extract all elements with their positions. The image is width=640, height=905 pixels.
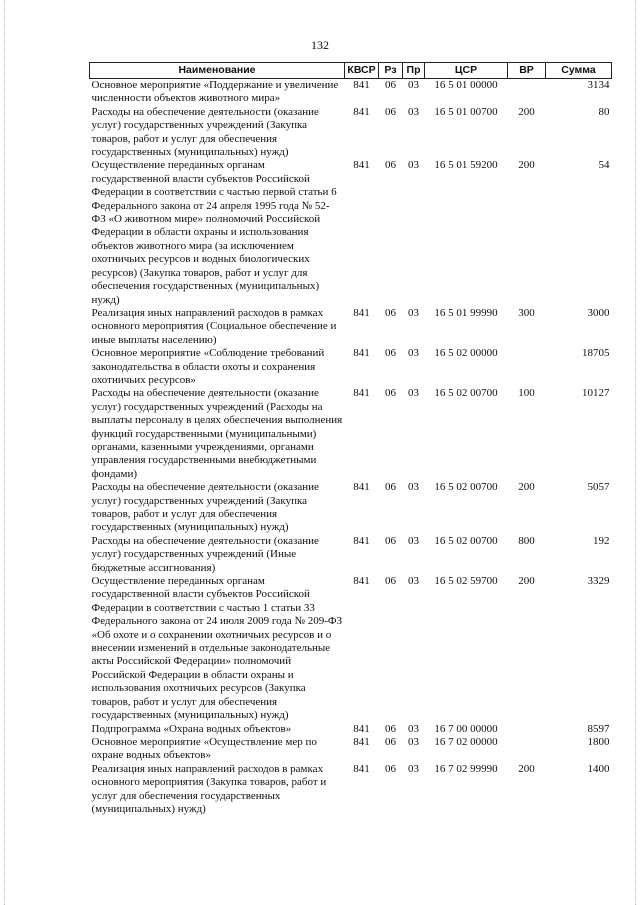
cell-kvsr: 841	[353, 534, 370, 547]
header-sum: Сумма	[546, 63, 612, 79]
table-row	[90, 106, 612, 160]
cell-rz: 06	[385, 79, 396, 91]
cell-vr: 300	[518, 306, 535, 319]
cell-csr: 16 5 01 00700	[434, 105, 498, 118]
cell-csr: 16 5 02 00700	[434, 387, 498, 400]
cell-csr: 16 7 02 00000	[434, 735, 498, 748]
table-row	[90, 763, 612, 817]
cell-rz: 06	[385, 481, 396, 494]
table-row	[90, 723, 612, 736]
cell-pr: 03	[408, 722, 419, 735]
cell-rz: 06	[385, 159, 396, 172]
cell-pr: 03	[408, 306, 419, 319]
cell-sum: 3329	[587, 575, 610, 588]
cell-vr: 800	[518, 534, 535, 547]
cell-sum: 80	[598, 105, 610, 118]
cell-sum: 10127	[582, 387, 610, 400]
table-row	[90, 307, 612, 347]
cell-vr: 200	[518, 575, 535, 588]
cell-csr: 16 5 01 00000	[434, 79, 498, 91]
cell-csr: 16 7 00 00000	[434, 722, 498, 735]
table-row	[90, 159, 612, 306]
cell-name: Расходы на обеспечение деятельности (оказание услуг) государственных учреждений (Расходы на выплаты персоналу в целях обеспечения выполнения функций государственными (муниципальными) органами, казенными учреждениями, органами управления государственными внебюджетными фондами)	[91, 387, 343, 480]
cell-pr: 03	[408, 534, 419, 547]
cell-name: Основное мероприятие «Соблюдение требований законодательства в области охоты и сохранения охотничьих ресурсов»	[91, 347, 325, 386]
cell-name: Подпрограмма «Охрана водных объектов»	[91, 722, 292, 735]
cell-kvsr: 841	[353, 387, 370, 400]
cell-pr: 03	[408, 159, 419, 172]
cell-sum: 5057	[587, 481, 610, 494]
cell-pr: 03	[408, 347, 419, 360]
cell-vr	[508, 347, 546, 387]
cell-kvsr: 841	[353, 306, 370, 319]
header-vr: ВР	[508, 63, 546, 79]
cell-vr	[508, 79, 546, 106]
header-kvsr: КВСР	[345, 63, 379, 79]
cell-rz: 06	[385, 762, 396, 775]
cell-vr	[508, 723, 546, 736]
cell-vr	[508, 736, 546, 763]
cell-rz: 06	[385, 534, 396, 547]
budget-table	[89, 62, 612, 816]
cell-name: Расходы на обеспечение деятельности (оказание услуг) государственных учреждений (Иные бюджетные ассигнования)	[91, 534, 319, 574]
cell-sum: 8597	[587, 722, 610, 735]
table-row	[90, 387, 612, 481]
cell-vr: 200	[518, 762, 535, 775]
cell-kvsr: 841	[353, 481, 370, 494]
cell-csr: 16 5 02 59700	[434, 575, 498, 588]
cell-sum: 18705	[582, 347, 610, 360]
cell-sum: 3000	[587, 306, 610, 319]
cell-name: Расходы на обеспечение деятельности (оказание услуг) государственных учреждений (Закупка товаров, работ и услуг для обеспечения государственных (муниципальных) нужд)	[91, 105, 319, 159]
header-name: Наименование	[90, 63, 345, 79]
cell-vr: 100	[518, 387, 535, 400]
cell-pr: 03	[408, 481, 419, 494]
table-row	[90, 535, 612, 575]
left-scan-edge	[4, 0, 5, 905]
header-rz: Рз	[379, 63, 403, 79]
cell-rz: 06	[385, 722, 396, 735]
cell-sum: 3134	[587, 79, 610, 91]
cell-csr: 16 5 02 00000	[434, 347, 498, 360]
cell-csr: 16 5 01 59200	[434, 159, 498, 172]
header-csr: ЦСР	[425, 63, 508, 79]
cell-kvsr: 841	[353, 347, 370, 360]
cell-name: Осуществление переданных органам государственной власти субъектов Российской Федерации в соответствии с частью первой статьи 6 Федерального закона от 24 апреля 1995 года № 52-ФЗ «О животном мире» полномочий Российской Федерации в области охраны и использования объектов животного мира (за исключением охотничьих ресурсов и водных биологических ресурсов) (Закупка товаров, работ и услуг для обеспечения государственных (муниципальных) нужд)	[91, 159, 337, 306]
cell-vr: 200	[518, 481, 535, 494]
cell-kvsr: 841	[353, 762, 370, 775]
cell-rz: 06	[385, 735, 396, 748]
cell-kvsr: 841	[353, 722, 370, 735]
cell-csr: 16 7 02 99990	[434, 762, 498, 775]
cell-name: Осуществление переданных органам государственной власти субъектов Российской Федерации в соответствии с частью 1 статьи 33 Федерального закона от 24 июля 2009 года № 209-ФЗ «Об охоте и о сохранении охотничьих ресурсов и о внесении изменений в отдельные законодательные акты Российской Федерации» полномочий Российской Федерации в области охраны и использования охотничьих ресурсов (Закупка товаров, работ и услуг для обеспечения государственных (муниципальных) нужд)	[91, 575, 343, 722]
cell-name: Реализация иных направлений расходов в рамках основного мероприятия (Закупка товаров, работ и услуг для обеспечения государственных (муниципальных) нужд)	[91, 762, 327, 815]
cell-csr: 16 5 02 00700	[434, 481, 498, 494]
page-number: 132	[311, 38, 329, 52]
table-row	[90, 481, 612, 535]
table-row	[90, 575, 612, 722]
cell-pr: 03	[408, 762, 419, 775]
cell-name: Расходы на обеспечение деятельности (оказание услуг) государственных учреждений (Закупка товаров, работ и услуг для обеспечения государственных (муниципальных) нужд)	[91, 481, 319, 534]
table-row	[90, 347, 612, 387]
table-row	[90, 79, 612, 106]
cell-rz: 06	[385, 575, 396, 588]
cell-vr: 200	[518, 105, 535, 118]
header-pr: Пр	[403, 63, 425, 79]
cell-rz: 06	[385, 347, 396, 360]
cell-pr: 03	[408, 105, 419, 118]
cell-csr: 16 5 01 99990	[434, 306, 498, 319]
cell-sum: 1400	[587, 762, 610, 775]
cell-sum: 192	[593, 534, 610, 547]
table-header-row	[90, 63, 612, 79]
cell-pr: 03	[408, 79, 419, 91]
right-scan-edge	[635, 0, 636, 905]
cell-kvsr: 841	[353, 79, 370, 91]
cell-pr: 03	[408, 387, 419, 400]
cell-name: Основное мероприятие «Поддержание и увеличение численности объектов животного мира»	[91, 79, 339, 105]
cell-kvsr: 841	[353, 159, 370, 172]
cell-name: Основное мероприятие «Осуществление мер по охране водных объектов»	[91, 735, 317, 762]
cell-sum: 54	[598, 159, 610, 172]
cell-pr: 03	[408, 735, 419, 748]
cell-rz: 06	[385, 306, 396, 319]
cell-csr: 16 5 02 00700	[434, 534, 498, 547]
table-row	[90, 736, 612, 763]
cell-kvsr: 841	[353, 575, 370, 588]
cell-sum: 1800	[587, 735, 610, 748]
cell-vr: 200	[518, 159, 535, 172]
cell-kvsr: 841	[353, 105, 370, 118]
cell-kvsr: 841	[353, 735, 370, 748]
cell-rz: 06	[385, 387, 396, 400]
cell-name: Реализация иных направлений расходов в рамках основного мероприятия (Социальное обеспечение и иные выплаты населению)	[91, 306, 337, 346]
cell-pr: 03	[408, 575, 419, 588]
cell-rz: 06	[385, 105, 396, 118]
